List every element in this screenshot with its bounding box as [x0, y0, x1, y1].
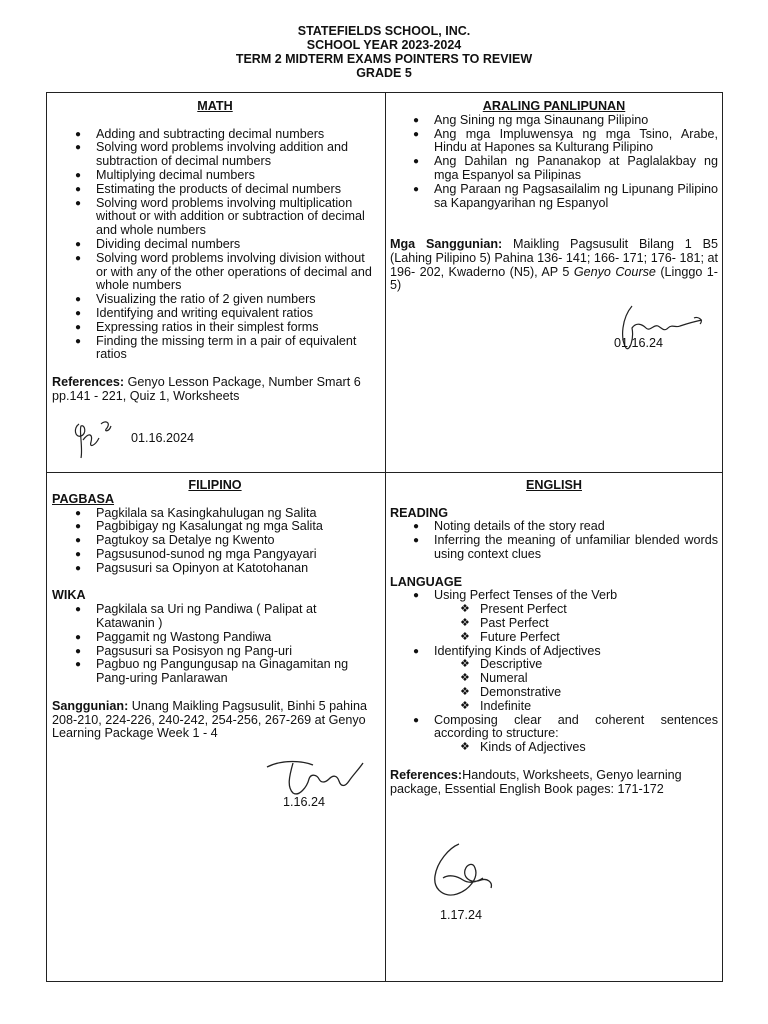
pagbasa-heading: PAGBASA [52, 491, 115, 506]
wika-list [52, 603, 378, 686]
list-item: ● Visualizing the ratio of 2 given numbers [52, 293, 378, 307]
references-italic-text: Genyo Course [573, 264, 656, 279]
list-item: ● Ang Paraan ng Pagsasailalim ng Lipunang Pilipino sa Kapangyarihan ng Espanyol [390, 183, 718, 211]
list-item: ● Noting details of the story read [390, 520, 718, 534]
references-text: Unang Maikling Pagsusulit, Binhi 5 pahina 208-210, 224-226, 240-242, 254-256, 267-269 at Genyo Learning Package Week 1 - 4 [52, 698, 367, 741]
references-text: Handouts, Worksheets, Genyo learning package, Essential English Book pages: 171-172 [390, 767, 682, 796]
ap-references [390, 238, 718, 293]
list-item: ● Identifying Kinds of Adjectives [390, 645, 718, 659]
list-item: ● Solving word problems involving addition and subtraction of decimal numbers [52, 141, 378, 169]
list-item: ● Pagkilala sa Uri ng Pandiwa ( Palipat at Katawanin ) [52, 603, 378, 631]
list-item: ● Identifying and writing equivalent ratios [52, 307, 378, 321]
filipino-title: FILIPINO [188, 478, 242, 492]
language-list [390, 589, 718, 755]
list-item: ● Pagsusuri sa Posisyon ng Pang-uri [52, 645, 378, 659]
list-item: ● Finding the missing term in a pair of equivalent ratios [52, 335, 378, 363]
school-name: STATEFIELDS SCHOOL, INC. [297, 24, 471, 38]
ap-date: 01.16.24 [614, 336, 664, 350]
references-label: References: [52, 374, 125, 389]
list-item: ● Adding and subtracting decimal numbers [52, 128, 378, 142]
grade-level: GRADE 5 [356, 66, 412, 80]
math-date: 01.16.2024 [131, 431, 195, 445]
math-list [52, 128, 378, 363]
reading-heading: READING [390, 505, 449, 520]
sub-list-item: ❖ Numeral [390, 672, 718, 686]
sub-list-item: ❖ Kinds of Adjectives [390, 741, 718, 755]
filipino-cell [52, 479, 378, 741]
document-header [0, 24, 768, 80]
list-item: ● Pagsusuri sa Opinyon at Katotohanan [52, 562, 378, 576]
filipino-references [52, 700, 378, 741]
filipino-date: 1.16.24 [283, 795, 326, 809]
ap-title: ARALING PANLIPUNAN [482, 99, 626, 113]
list-item: ● Ang mga Impluwensya ng mga Tsino, Arabe, Hindu at Hapones sa Kulturang Pilipino [390, 128, 718, 156]
sub-list-item: ❖ Future Perfect [390, 631, 718, 645]
math-title: MATH [197, 99, 233, 113]
reading-list [390, 520, 718, 561]
language-heading: LANGUAGE [390, 574, 463, 589]
column-divider [385, 93, 386, 981]
references-text: Genyo Lesson Package, Number Smart 6 pp.141 - 221, Quiz 1, Worksheets [52, 374, 361, 403]
references-label: Mga Sanggunian: [390, 236, 503, 251]
sub-list-item: ❖ Demonstrative [390, 686, 718, 700]
list-item: ● Inferring the meaning of unfamiliar blended words using context clues [390, 534, 718, 562]
references-text: Maikling Pagsusulit Bilang 1 B5 (Lahing Pilipino 5) Pahina 136- 141; 166- 171; 176- 181; at 196- 202, Kwaderno (N5), AP 5 [390, 236, 718, 279]
list-item: ● Expressing ratios in their simplest forms [52, 321, 378, 335]
ap-signature [612, 298, 712, 363]
subjects-table [46, 92, 723, 982]
ap-cell [390, 100, 718, 293]
english-signature [429, 838, 499, 913]
sub-list-item: ❖ Indefinite [390, 700, 718, 714]
list-item: ● Solving word problems involving division without or with any of the other operations of decimal and whole numbers [52, 252, 378, 293]
list-item: ● Multiplying decimal numbers [52, 169, 378, 183]
list-item: ● Ang Sining ng mga Sinaunang Pilipino [390, 114, 718, 128]
row-divider [47, 472, 722, 473]
sub-list-item: ❖ Descriptive [390, 658, 718, 672]
exam-title: TERM 2 MIDTERM EXAMS POINTERS TO REVIEW [235, 52, 533, 66]
references-tail-text: (Linggo 1-5) [390, 264, 718, 293]
list-item: ● Pagkilala sa Kasingkahulugan ng Salita [52, 507, 378, 521]
references-label: References: [390, 767, 463, 782]
list-item: ● Composing clear and coherent sentences according to structure: [390, 714, 718, 742]
sub-list-item: ❖ Present Perfect [390, 603, 718, 617]
english-title: ENGLISH [526, 478, 582, 492]
school-year: SCHOOL YEAR 2023-2024 [306, 38, 462, 52]
english-references [390, 769, 718, 797]
sub-list-item: ❖ Past Perfect [390, 617, 718, 631]
list-item: ● Solving word problems involving multiplication without or with addition or subtraction of decimal and whole numbers [52, 197, 378, 238]
english-date: 1.17.24 [440, 908, 483, 922]
english-cell [390, 479, 718, 796]
list-item: ● Pagsusunod-sunod ng mga Pangyayari [52, 548, 378, 562]
list-item: ● Paggamit ng Wastong Pandiwa [52, 631, 378, 645]
math-references [52, 376, 378, 404]
list-item: ● Using Perfect Tenses of the Verb [390, 589, 718, 603]
math-signature [69, 418, 119, 469]
math-cell [52, 100, 378, 404]
list-item: ● Pagbibigay ng Kasalungat ng mga Salita [52, 520, 378, 534]
ap-list [390, 114, 718, 211]
wika-heading: WIKA [52, 588, 86, 603]
list-item: ● Ang Dahilan ng Pananakop at Paglalakbay ng mga Espanyol sa Pilipinas [390, 155, 718, 183]
references-label: Sanggunian: [52, 698, 129, 713]
pagbasa-list [52, 507, 378, 576]
list-item: ● Pagbuo ng Pangungusap na Ginagamitan ng Pang-uring Panlarawan [52, 658, 378, 686]
list-item: ● Estimating the products of decimal numbers [52, 183, 378, 197]
list-item: ● Pagtukoy sa Detalye ng Kwento [52, 534, 378, 548]
list-item: ● Dividing decimal numbers [52, 238, 378, 252]
